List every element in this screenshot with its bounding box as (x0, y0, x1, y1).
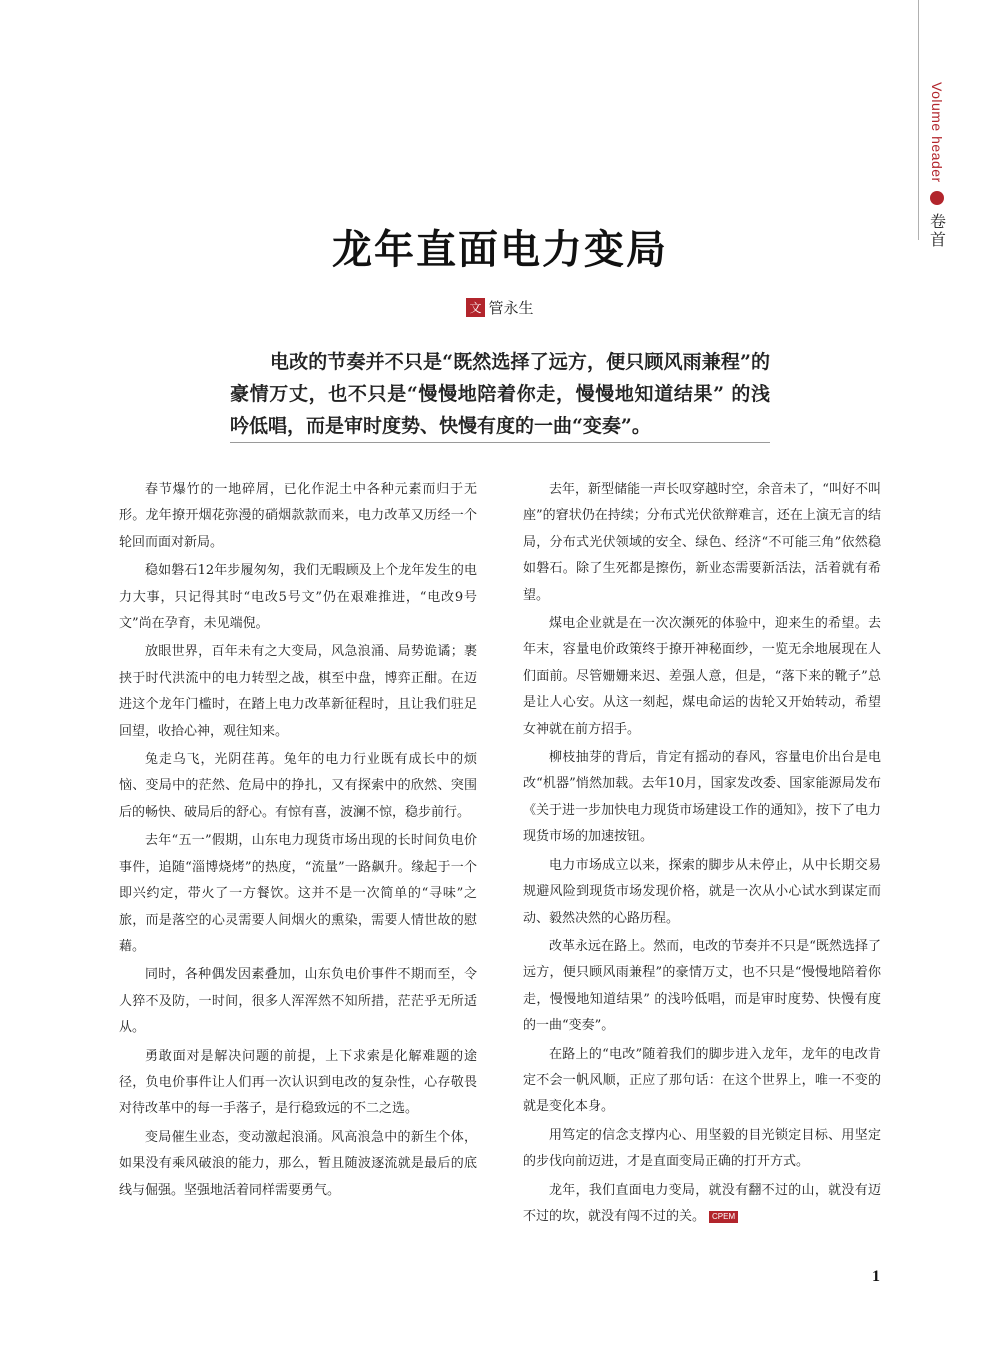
paragraph: 柳枝抽芽的背后，肯定有摇动的春风，容量电价出台是电改“机器”悄然加载。去年10月，国家发改委、国家能源局发布《关于进一步加快电力现货市场建设工作的通知》，按下了电力现货市场的加速按钮。 (523, 750, 881, 845)
paragraph: 春节爆竹的一地碎屑，已化作泥土中各种元素而归于无形。龙年撩开烟花弥漫的硝烟款款而来，电力改革又历经一个轮回而面对新局。 (119, 482, 477, 550)
byline-tag: 文 (466, 298, 484, 317)
paragraph: 用笃定的信念支撑内心、用坚毅的目光锁定目标、用坚定的步伐向前迈进，才是直面变局正确的打开方式。 (523, 1127, 881, 1170)
paragraph: 去年，新型储能一声长叹穿越时空，余音未了，“叫好不叫座”的窘状仍在持续；分布式光伏欲辩难言，还在上演无言的结局，分布式光伏领域的安全、绿色、经济“不可能三角”依然稳如磐石。除了生死都是擦伤，新业态需要新活法，活着就有希望。 (523, 482, 881, 603)
right-column (523, 477, 881, 1230)
final-paragraph-text: 龙年，我们直面电力变局，就没有翻不过的山，就没有迈不过的坎，就没有闯不过的关。 (523, 1182, 881, 1224)
paragraph: 在路上的“电改”随着我们的脚步进入龙年，龙年的电改肯定不会一帆风顺，正应了那句话：在这个世界上，唯一不变的就是变化本身。 (523, 1046, 881, 1115)
paragraph: 改革永远在路上。然而，电改的节奏并不只是“既然选择了远方，便只顾风雨兼程”的豪情万丈，也不只是“慢慢地陪着你走，慢慢地知道结果” 的浅吟低唱，而是审时度势、快慢有度的一曲“变奏”。 (523, 938, 881, 1034)
paragraph: 稳如磐石12年步履匆匆，我们无暇顾及上个龙年发生的电力大事，只记得其时“电改5号文”仍在艰难推进，“电改9号文”尚在孕育，未见端倪。 (119, 563, 477, 632)
end-badge: CPEM (709, 1211, 738, 1223)
paragraph: 电力市场成立以来，探索的脚步从未停止，从中长期交易规避风险到现货市场发现价格，就是一次从小心试水到谋定而动、毅然决然的心路历程。 (523, 857, 881, 926)
paragraph: 去年“五一”假期，山东电力现货市场出现的长时间负电价事件，追随“淄博烧烤”的热度，“流量”一路飙升。缘起于一个即兴约定，带火了一方餐饮。这并不是一次简单的“寻味”之旅，而是落空的心灵需要人间烟火的熏染，需要人情世故的慰藉。 (119, 833, 477, 954)
paragraph: 变局催生业态，变动激起浪涌。风高浪急中的新生个体，如果没有乘风破浪的能力，那么，暂且随波逐流就是最后的底线与倔强。坚强地活着同样需要勇气。 (119, 1129, 477, 1198)
paragraph: 煤电企业就是在一次次濒死的体验中，迎来生的希望。去年末，容量电价政策终于撩开神秘面纱，一览无余地展现在人们面前。尽管姗姗来迟、差强人意，但是，“落下来的靴子”总是让人心安。从这一刻起，煤电命运的齿轮又开始转动，希望女神就在前方招手。 (523, 616, 881, 737)
article-title: 龙年直面电力变局 (332, 226, 668, 273)
page-number: 1 (872, 1268, 880, 1285)
brand-mark-icon (930, 191, 944, 205)
paragraph: 放眼世界，百年未有之大变局，风急浪涌、局势诡谲；裹挟于时代洪流中的电力转型之战，棋至中盘，博弈正酣。在迈进这个龙年门槛时，在踏上电力改革新征程时，且让我们驻足回望，收拾心神，观往知来。 (119, 644, 477, 739)
paragraph: 兔走乌飞，光阴荏苒。兔年的电力行业既有成长中的烦恼、变局中的茫然、危局中的挣扎，又有探索中的欣然、突围后的畅快、破局后的舒心。有惊有喜，波澜不惊，稳步前行。 (119, 752, 477, 820)
lead-divider (230, 442, 770, 443)
byline (0, 297, 1000, 318)
left-column (119, 477, 477, 1204)
paragraph: 同时，各种偶发因素叠加，山东负电价事件不期而至，令人猝不及防，一时间，很多人浑浑然不知所措，茫茫乎无所适从。 (119, 967, 477, 1036)
side-divider (918, 0, 919, 240)
lead-paragraph: 电改的节奏并不只是“既然选择了远方，便只顾风雨兼程”的豪情万丈，也不只是“慢慢地陪着你走，慢慢地知道结果” 的浅吟低唱，而是审时度势、快慢有度的一曲“变奏”。 (230, 351, 770, 437)
volume-header-en: Volume header (929, 82, 945, 183)
volume-header-cn: 卷首 (927, 212, 947, 249)
author-name: 管永生 (488, 299, 534, 317)
paragraph: 勇敢面对是解决问题的前提，上下求索是化解难题的途径，负电价事件让人们再一次认识到电改的复杂性，心存敬畏对待改革中的每一手落子，是行稳致远的不二之选。 (119, 1048, 477, 1117)
final-paragraph (523, 1178, 881, 1231)
